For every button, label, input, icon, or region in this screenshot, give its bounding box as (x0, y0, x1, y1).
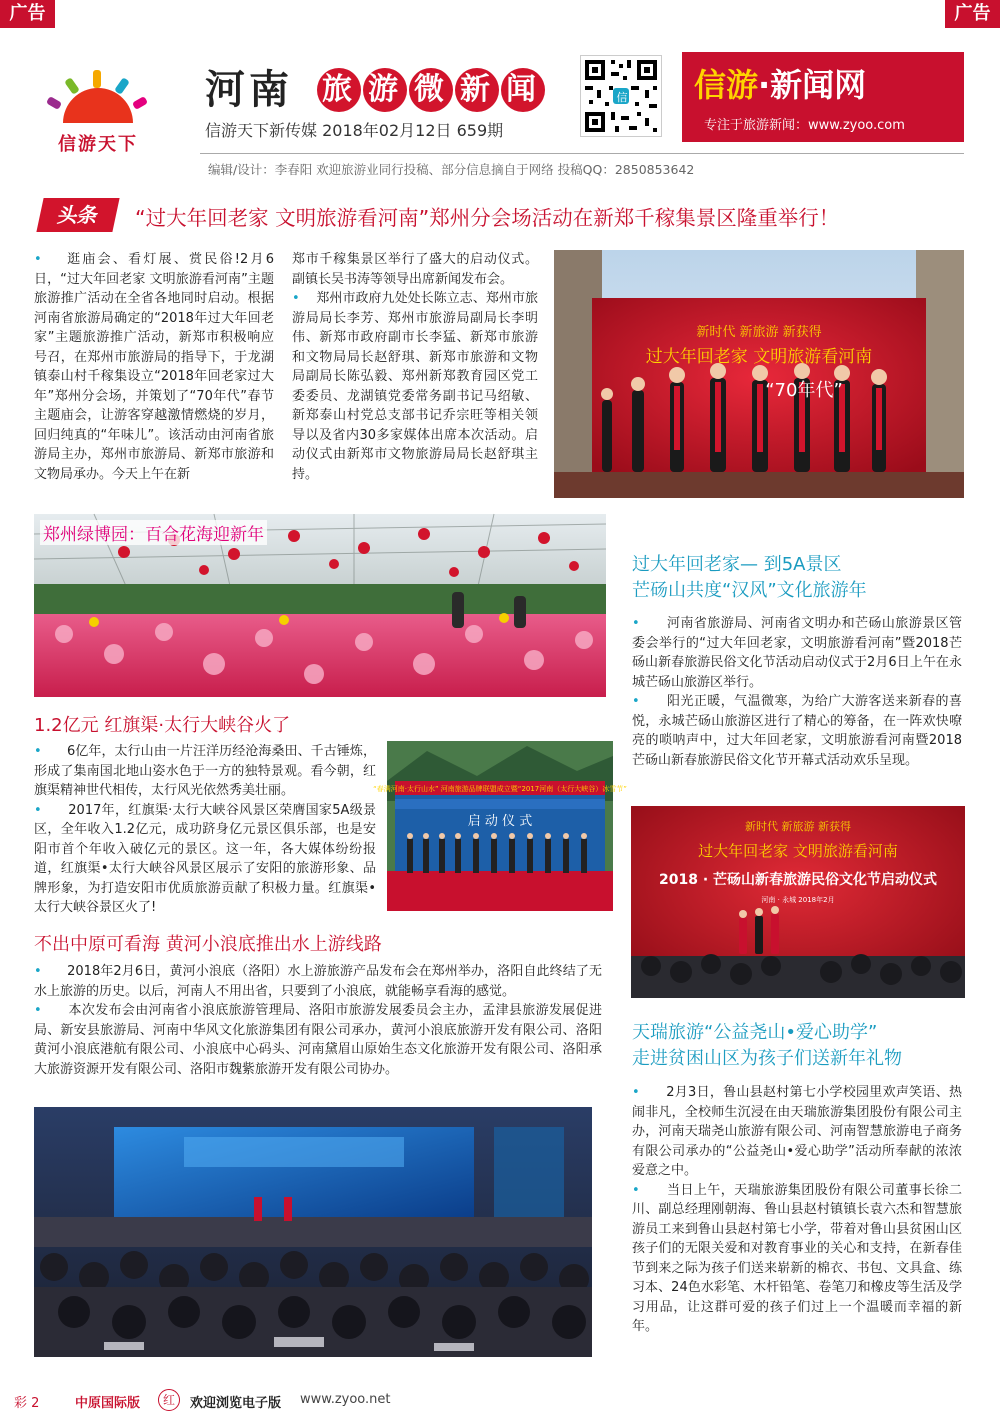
lead-column-2 (292, 250, 538, 484)
mangdang-title[interactable] (632, 552, 867, 604)
edition-name: 中原国际版 (75, 1396, 141, 1411)
tianrui-title-line-1: 天瑞旅游“公益尧山•爱心助学” (632, 1022, 878, 1043)
page-number: 彩 2 (14, 1396, 40, 1411)
tianrui-paragraph-2: 当日上午，天瑞旅游集团股份有限公司董事长徐二川、副总经理刚朝海、鲁山县赵村镇镇长袁六杰和智慧旅游员工来到鲁山县赵村第七小学，带着对鲁山县贫困山区孩子们的无限关爱和对教育事业的关心和支持，在新春佳节到来之际为孩子们送来崭新的棉衣、书包、文具盒、练习本、24色水彩笔、木杆铅笔、卷笔刀和橡皮等生活及学习用品，让这群可爱的孩子们过上一个温暖而幸福的新年。 (632, 1182, 962, 1334)
brand-dot: · (758, 66, 771, 104)
tianrui-title[interactable] (632, 1020, 902, 1072)
masthead-char: 游 (363, 68, 407, 112)
mangdang-photo-banner-4: 河南 · 永城 2018年2月 (761, 896, 835, 904)
masthead-char: 旅 (317, 68, 361, 112)
logo-text: 信游天下 (58, 134, 138, 155)
brand-name-b: 新闻网 (770, 66, 867, 104)
tianrui-paragraph-1: 2月3日，鲁山县赵村第七小学校园里欢声笑语、热闹非凡，全校师生沉浸在由天瑞旅游集团股份有限公司主办，河南天瑞尧山旅游有限公司、河南智慧旅游电子商务有限公司承办的“公益尧山•爱心助学”活动所奉献的浓浓爱意之中。 (632, 1085, 963, 1178)
credit-line: 编辑/设计：李春阳 欢迎旅游业同行投稿、部分信息摘自于网络 投稿QQ：2850853642 (208, 162, 695, 177)
bullet-icon: • (632, 694, 640, 709)
hongqi-photo-image (373, 741, 627, 911)
mangdang-photo (631, 806, 965, 998)
issue-line: 信游天下新传媒 2018年02月12日 659期 (205, 121, 504, 140)
mangdang-photo-banner-1: 新时代 新旅游 新获得 (745, 820, 851, 833)
masthead-char: 微 (409, 68, 453, 112)
mangdang-photo-banner-3: 2018 · 芒砀山新春旅游民俗文化节启动仪式 (658, 872, 938, 888)
lead-photo-banner-3: “70年代” (765, 380, 843, 401)
mangdang-text (632, 614, 962, 770)
masthead-title (205, 58, 547, 115)
masthead-char: 新 (455, 68, 499, 112)
tianrui-title-line-2: 走进贫困山区为孩子们送新年礼物 (632, 1048, 902, 1069)
hongqi-text (34, 742, 376, 918)
tianrui-text (632, 1083, 962, 1337)
lily-photo (34, 514, 606, 697)
brand-tagline: 专注于旅游新闻：www.zyoo.com (704, 118, 905, 133)
xiaolangdi-text (34, 962, 602, 1079)
bullet-icon: • (632, 1182, 640, 1198)
qr-code[interactable] (580, 55, 662, 137)
lead-column-1 (34, 250, 274, 484)
hongqi-paragraph-1: 6亿年，太行山由一片汪洋历经沧海桑田、千古锤炼，形成了集南国北地山姿水色于一方的独特景观。看今朝，红旗渠精神世代相传，太行风光依然秀美壮丽。 (34, 744, 376, 798)
xiaolangdi-paragraph-1: 2018年2月6日，黄河小浪底（洛阳）水上游旅游产品发布会在郑州举办，洛阳自此终结了无水上旅游的历史。以后，河南人不用出省，只要到了小浪底，就能畅享看海的感觉。 (34, 964, 602, 999)
mangdang-title-line-2: 芒砀山共度“汉风”文化旅游年 (632, 580, 867, 601)
bullet-icon: • (632, 616, 640, 631)
hongqi-stage-banner: “春满河南·太行山水” 河南旅游品牌联盟成立暨“2017河南（太行大峡谷）冰雪节” (373, 785, 627, 793)
hongqi-photo (373, 741, 627, 911)
masthead-title-main: 河南 (205, 66, 293, 113)
brand-box (682, 52, 964, 142)
mangdang-paragraph-2: 阳光正暖，气温微寒，为给广大游客送来新春的喜悦，永城芒砀山旅游区进行了精心的筹备，在一阵欢快嘹亮的唢呐声中，过大年回老家，文明旅游看河南暨2018芒砀山新春旅游民俗文化节开幕式活动欢乐呈现。 (632, 694, 962, 768)
xiaolangdi-photo-image (34, 1107, 592, 1357)
qr-badge: 信 (616, 91, 628, 104)
mangdang-paragraph-1: 河南省旅游局、河南省文明办和芒砀山旅游景区管委会举行的“过大年回老家，文明旅游看河南”暨2018芒砀山新春旅游民俗文化节活动启动仪式于2月6日上午在永城芒砀山旅游区举行。 (632, 616, 962, 690)
bullet-icon: • (292, 291, 300, 306)
footer-welcome: 欢迎浏览电子版 (190, 1396, 282, 1411)
lead-headline[interactable]: “过大年回老家 文明旅游看河南”郑州分会场活动在新郑千稼集景区隆重举行！ (135, 206, 840, 230)
ad-tag-right: 广告 (945, 0, 1000, 28)
lead-paragraph-1: 逛庙会、看灯展、赏民俗!2月6日，“过大年回老家 文明旅游看河南”主题旅游推广活动在全省各地同时启动。根据河南省旅游局确定的“2018年过大年回老家”主题旅游推广活动，新郑市积极响应号召，在郑州市旅游局的指导下，于龙湖镇泰山村千稼集设立“2018年回老家过大年”郑州分会场，并策划了“70年代”春节主题庙会，让游客穿越激情燃烧的岁月，回归纯真的“年味儿”。该活动由河南省旅游局主办，郑州市旅游局、新郑市旅游和文物局承办。今天上午在新 (34, 252, 274, 482)
bullet-icon: • (34, 964, 42, 979)
masthead-char: 闻 (501, 68, 545, 112)
lead-photo-banner-1: 新时代 新旅游 新获得 (696, 325, 822, 340)
sun-logo-icon (38, 68, 158, 128)
bullet-icon: • (34, 802, 42, 818)
ad-tag-left: 广告 (0, 0, 55, 28)
lily-caption: 郑州绿博园：百合花海迎新年 (40, 520, 267, 545)
lead-photo (554, 250, 964, 498)
hongqi-paragraph-2: 2017年，红旗渠·太行大峡谷风景区荣膺国家5A级景区，全年收入1.2亿元，成功跻身亿元景区俱乐部，也是安阳市首个年收入破亿元的景区。这一年，各大媒体纷纷报道，红旗渠•太行大峡谷风景区展示了安阳的旅游形象、品牌形象，为打造安阳市优质旅游贡献了积极力量。红旗渠•太行大峡谷景区火了! (34, 802, 376, 915)
mangdang-title-line-1: 过大年回老家— 到5A景区 (632, 554, 842, 575)
lead-paragraph-2: 郑市千稼集景区举行了盛大的启动仪式。副镇长吴书涛等领导出席新闻发布会。 (292, 252, 538, 287)
masthead-divider (200, 153, 964, 154)
page-footer (0, 1388, 1000, 1413)
xiaolangdi-title[interactable]: 不出中原可看海 黄河小浪底推出水上游线路 (34, 934, 382, 955)
mangdang-photo-banner-2: 过大年回老家 文明旅游看河南 (698, 842, 898, 860)
bullet-icon: • (632, 1085, 640, 1100)
edition-circle-icon: 红 (158, 1389, 180, 1411)
bullet-icon: • (34, 1003, 42, 1018)
lead-photo-image (554, 250, 964, 498)
brand-name-a: 信游 (694, 66, 759, 104)
lead-photo-banner-2: 过大年回老家 文明旅游看河南 (645, 347, 873, 367)
xiaolangdi-photo (34, 1107, 592, 1357)
hongqi-stage-title: 启 动 仪 式 (467, 814, 533, 829)
headline-badge: 头条 (36, 198, 119, 232)
xiaolangdi-paragraph-2: 本次发布会由河南省小浪底旅游管理局、洛阳市旅游发展委员会主办，孟津县旅游发展促进局、新安县旅游局、河南中华风文化旅游集团有限公司承办，黄河小浪底旅游开发有限公司、洛阳黄河小浪底港航有限公司、小浪底中心码头、河南黛眉山原始生态文化旅游开发有限公司、洛阳承大旅游资源开发有限公司、洛阳市魏紫旅游开发有限公司协办。 (34, 1003, 602, 1077)
lead-paragraph-3: 郑州市政府九处处长陈立志、郑州市旅游局局长李芳、郑州市旅游局副局长李明伟、新郑市政府副市长李猛、新郑市旅游和文物局局长赵舒琪、新郑市旅游和文物局副局长陈弘毅、郑州新郑教育园区党工委委员、龙湖镇党委常务副书记马绍敏、新郑泰山村党总支部书记乔宗旺等相关领导以及省内30多家媒体出席本次活动。启动仪式由新郑市文物旅游局局长赵舒琪主持。 (292, 291, 538, 482)
hongqi-title[interactable]: 1.2亿元 红旗渠·太行大峡谷火了 (34, 715, 291, 736)
mangdang-photo-image (631, 806, 965, 998)
bullet-icon: • (34, 744, 42, 759)
bullet-icon: • (34, 252, 42, 267)
footer-url-link[interactable]: www.zyoo.net (300, 1392, 391, 1407)
logo (38, 68, 158, 155)
